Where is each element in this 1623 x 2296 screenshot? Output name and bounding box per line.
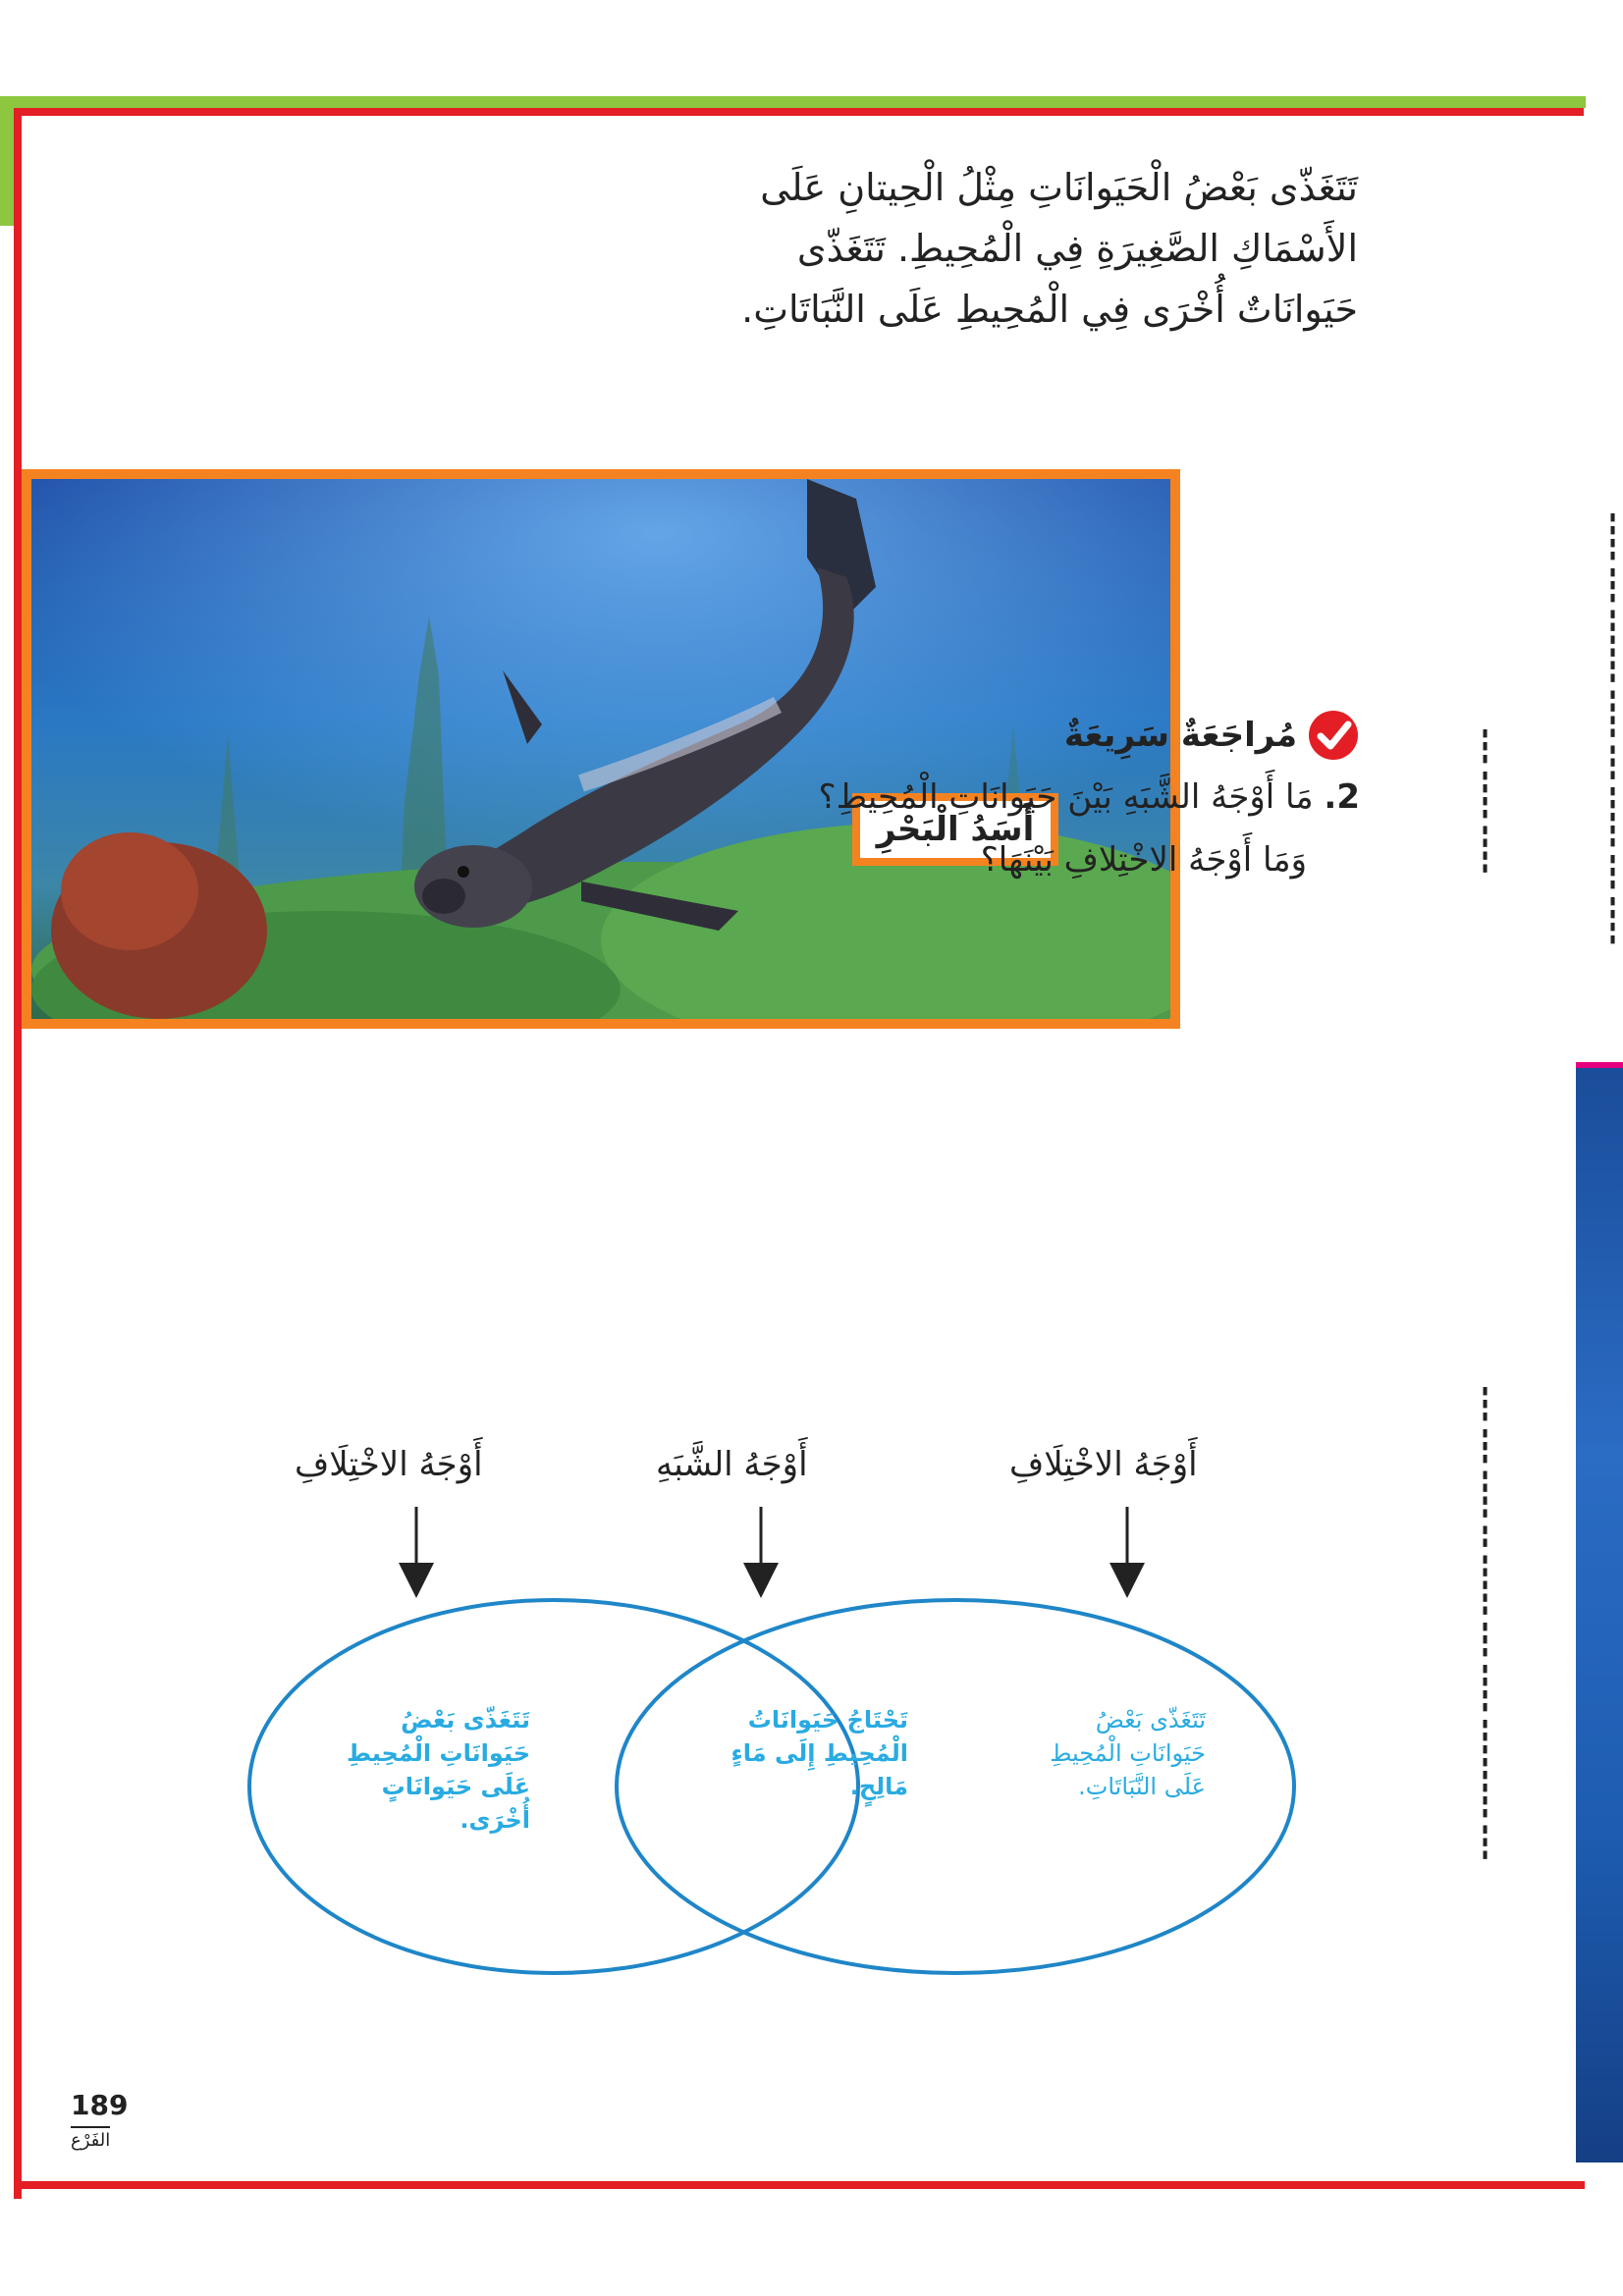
venn-right-line: عَلَى النَّبَاتَاتِ. bbox=[1078, 1773, 1206, 1800]
paragraph-line-3: حَيَوانَاتٌ أُخْرَى فِي الْمُحِيطِ عَلَى النَّبَاتَاتِ. bbox=[741, 288, 1358, 331]
venn-left-line: أُخْرَى. bbox=[460, 1806, 530, 1834]
venn-left-line: عَلَى حَيَوانَاتٍ bbox=[381, 1773, 530, 1800]
venn-text-left bbox=[324, 1703, 530, 1837]
page-number: 189 bbox=[71, 2089, 129, 2121]
paragraph-line-1: تَتَغَذّى بَعْضُ الْحَيَوانَاتِ مِثْلُ الْحِيتانِ عَلَى bbox=[760, 166, 1358, 209]
quick-review-title: مُراجَعَةٌ سَرِيعَةٌ bbox=[1063, 716, 1297, 755]
question-line-2: وَمَا أَوْجَهُ الاخْتِلافِ بَيْنَهَا؟ bbox=[980, 840, 1307, 880]
venn-label-differences-right: أَوْجَهُ الاخْتِلَافِ bbox=[1009, 1445, 1198, 1484]
venn-label-differences-left: أَوْجَهُ الاخْتِلَافِ bbox=[295, 1445, 483, 1484]
paragraph-line-2: الأَسْمَاكِ الصَّغِيرَةِ فِي الْمُحِيطِ. تَتَغَذّى bbox=[796, 227, 1358, 270]
venn-text-middle bbox=[692, 1703, 908, 1803]
venn-middle-line: مَالِحٍ. bbox=[849, 1773, 908, 1800]
venn-middle-line: الْمُحِيطِ إِلَى مَاءٍ bbox=[730, 1739, 908, 1767]
sea-lion-caption-text: أَسَدُ الْبَحْرِ bbox=[876, 810, 1035, 849]
venn-left-line: حَيَوانَاتِ الْمُحِيطِ bbox=[347, 1739, 530, 1767]
question-line-1: مَا أَوْجَهُ الشَّبَهِ بَيْنَ حَيَوانَاتِ الْمُحِيطِ؟ bbox=[818, 777, 1314, 817]
venn-right-line: حَيَوانَاتِ الْمُحِيطِ bbox=[1050, 1739, 1206, 1767]
venn-middle-line: تَحْتَاجُ حَيَوانَاتُ bbox=[747, 1706, 908, 1734]
page-footer-label: الفَرْع bbox=[71, 2126, 110, 2151]
venn-left-line: تَتَغَذّى بَعْضُ bbox=[401, 1706, 530, 1734]
photo-credit-3: ▮▮▮ ▮▮▮ ▮▮▮▮ ▮▮ ▮▮▮▮▮ ▮▮▮ ▮▮▮▮ ▮▮▮▮▮▮▮▮ ▮▮▮ bbox=[1479, 1384, 1491, 1861]
photo-credit-1: ▮▮▮▮ ▮▮▮ ▮▮▮▮▮▮ ▮▮▮▮ ▮▮▮ ▮▮▮▮▮ ▮▮▮ ▮▮▮▮ bbox=[1606, 510, 1619, 945]
venn-right-line: تَتَغَذّى بَعْضُ bbox=[1095, 1706, 1206, 1734]
venn-label-similarities: أَوْجَهُ الشَّبَهِ bbox=[656, 1445, 808, 1484]
question-number: 2. bbox=[1324, 777, 1360, 817]
photo-credit-2: ▮▮▮ ▮▮▮▮ ▮▮▮▮ bbox=[1479, 726, 1491, 875]
venn-text-right bbox=[1009, 1703, 1206, 1803]
